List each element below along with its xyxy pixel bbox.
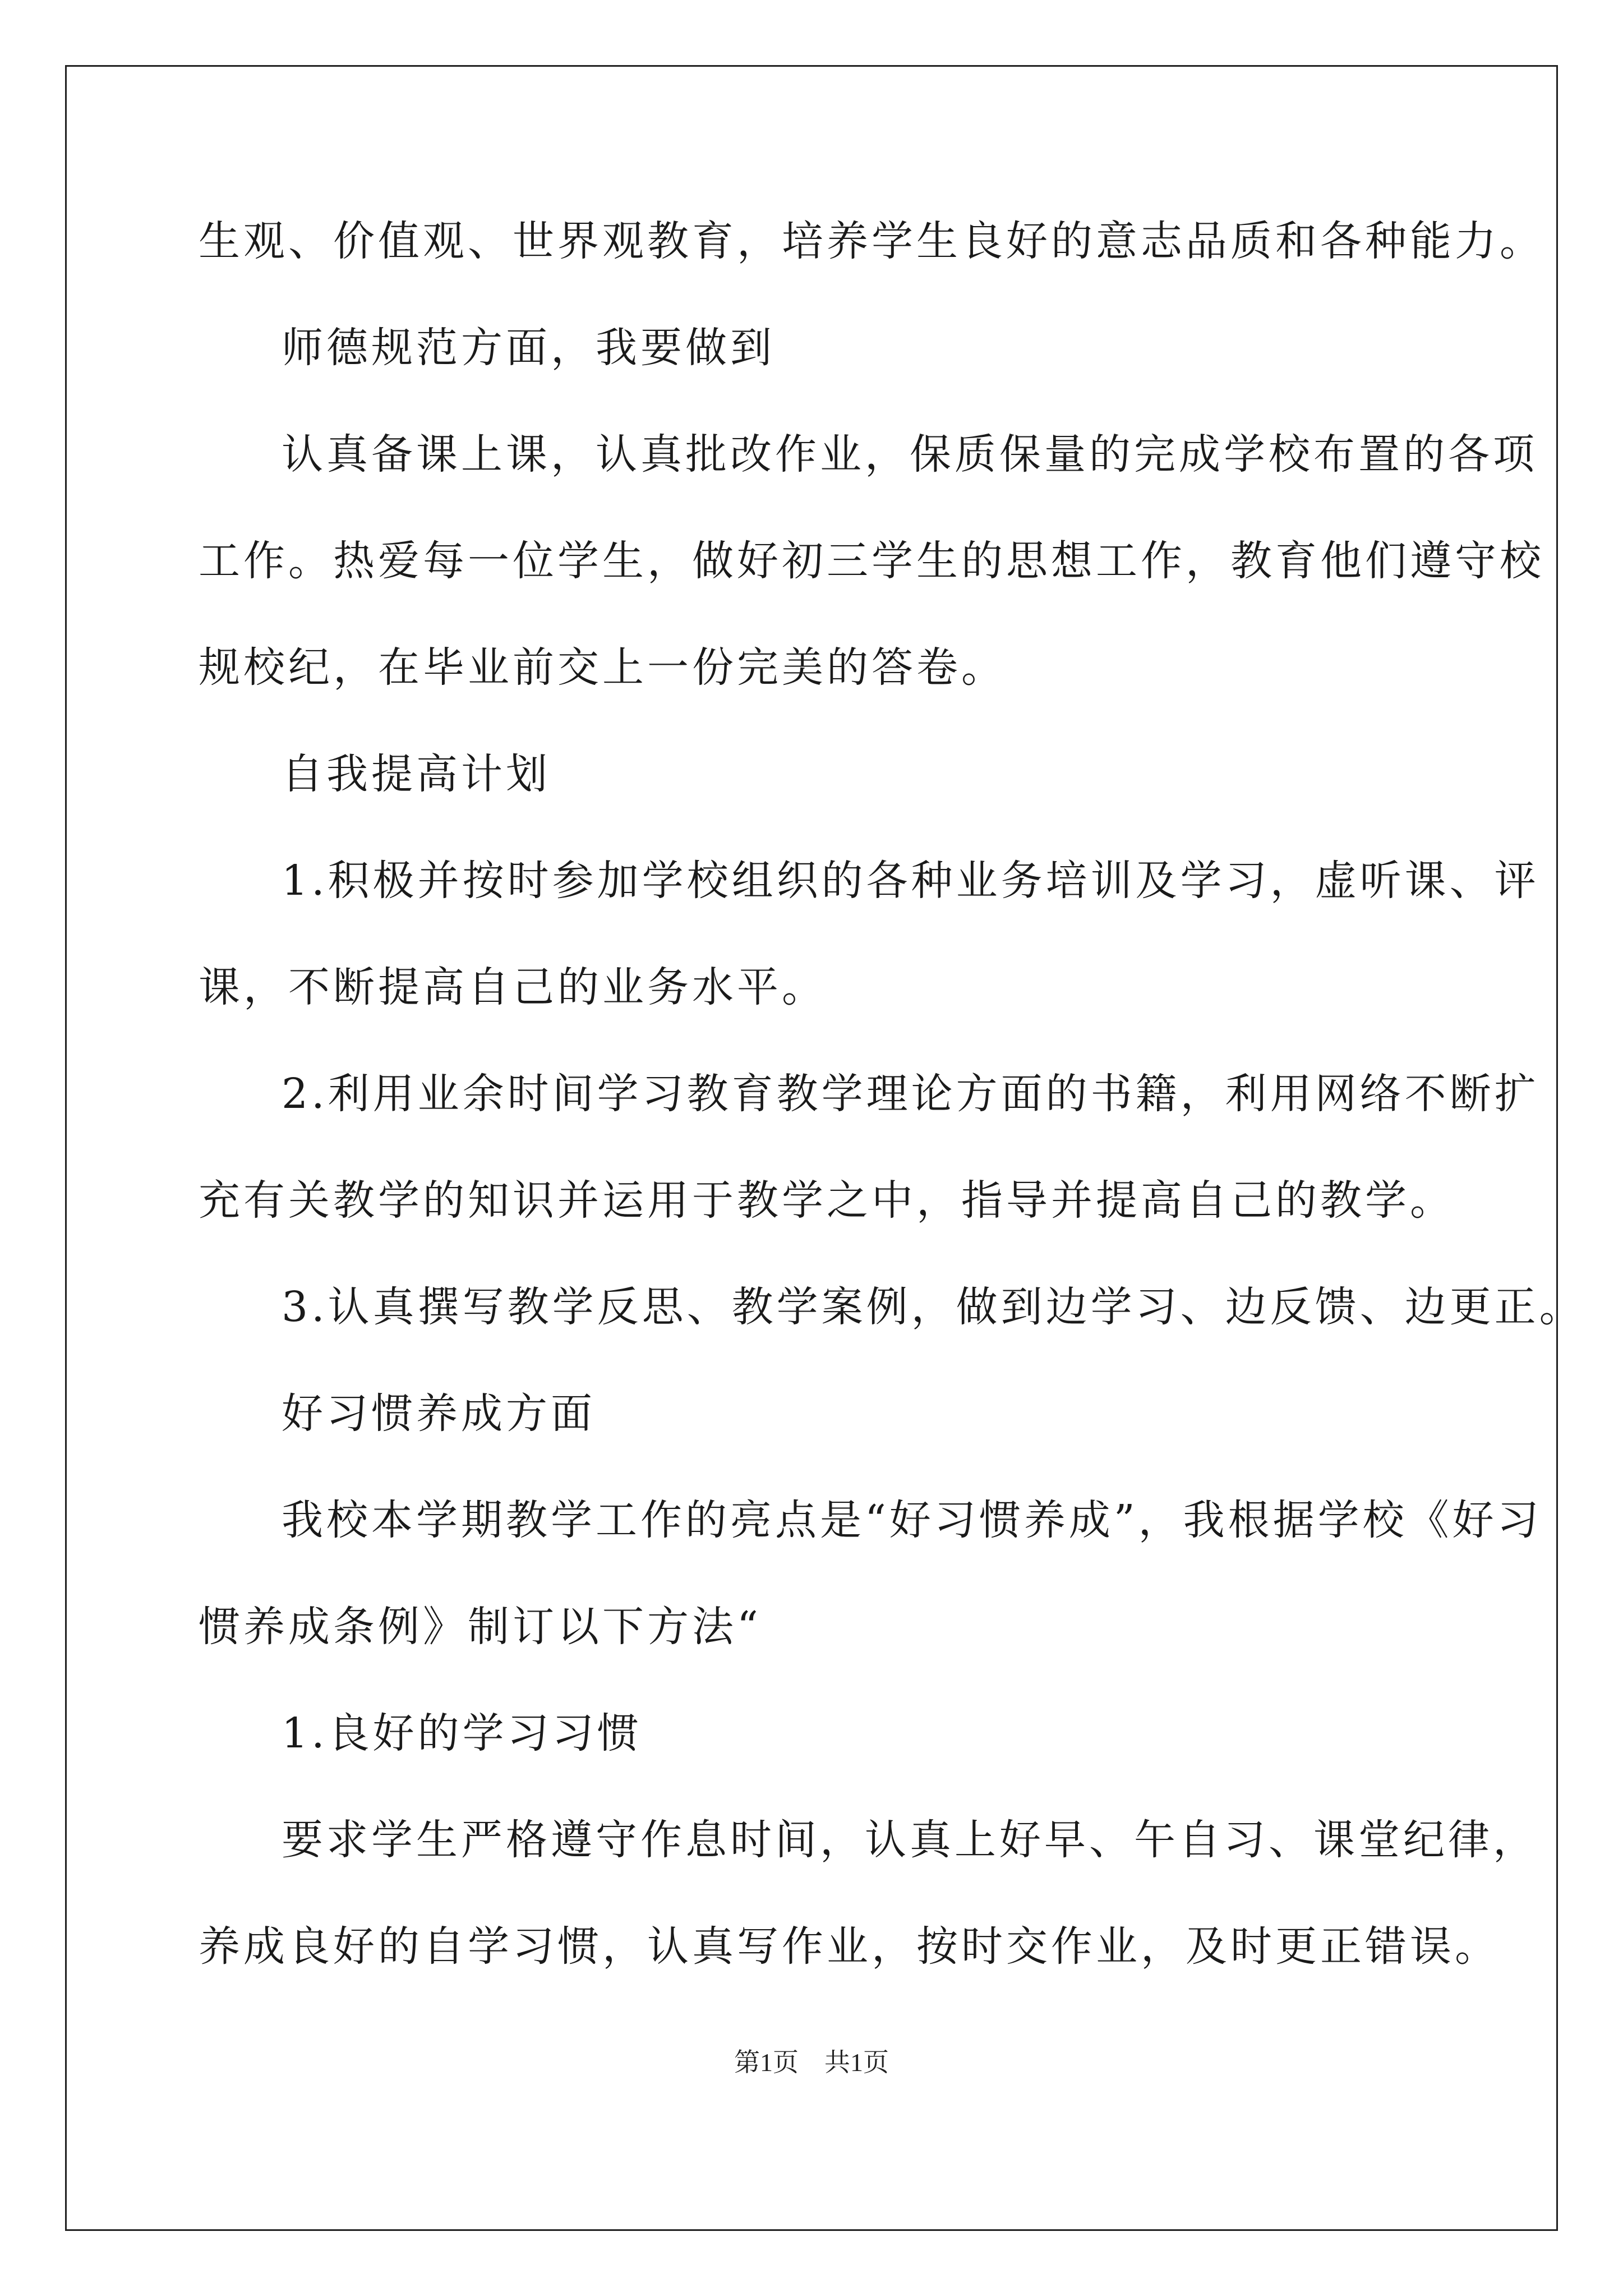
list-item: 3.认真撰写教学反思、教学案例，做到边学习、边反馈、边更正。 xyxy=(282,1283,1584,1331)
section-heading: 好习惯养成方面 xyxy=(282,1389,596,1438)
page-footer: 第1页 共1页 xyxy=(734,2048,889,2077)
text-line: 认真备课上课，认真批改作业，保质保量的完成学校布置的各项 xyxy=(282,430,1538,478)
page-border xyxy=(65,65,1558,2231)
list-item: 2.利用业余时间学习教育教学理论方面的书籍，利用网络不断扩 xyxy=(282,1070,1539,1118)
text-line: 课，不断提高自己的业务水平。 xyxy=(199,963,827,1011)
text-line: 工作。热爱每一位学生，做好初三学生的思想工作，教育他们遵守校 xyxy=(199,537,1544,585)
section-heading: 师德规范方面，我要做到 xyxy=(282,324,775,372)
list-item: 1.积极并按时参加学校组织的各种业务培训及学习，虚听课、评 xyxy=(282,857,1539,905)
text-line: 惯养成条例》制订以下方法“ xyxy=(199,1603,762,1651)
list-item: 1.良好的学习习惯 xyxy=(282,1709,642,1757)
text-line: 充有关教学的知识并运用于教学之中，指导并提高自己的教学。 xyxy=(199,1176,1455,1225)
text-line: 规校纪，在毕业前交上一份完美的答卷。 xyxy=(199,643,1006,692)
section-heading: 自我提高计划 xyxy=(282,750,551,798)
text-line: 我校本学期教学工作的亮点是“好习惯养成”，我根据学校《好习 xyxy=(282,1496,1542,1544)
text-line: 生观、价值观、世界观教育，培养学生良好的意志品质和各种能力。 xyxy=(199,217,1544,265)
text-line: 养成良好的自学习惯，认真写作业，按时交作业，及时更正错误。 xyxy=(199,1922,1500,1971)
text-line: 要求学生严格遵守作息时间，认真上好早、午自习、课堂纪律， xyxy=(282,1816,1538,1864)
